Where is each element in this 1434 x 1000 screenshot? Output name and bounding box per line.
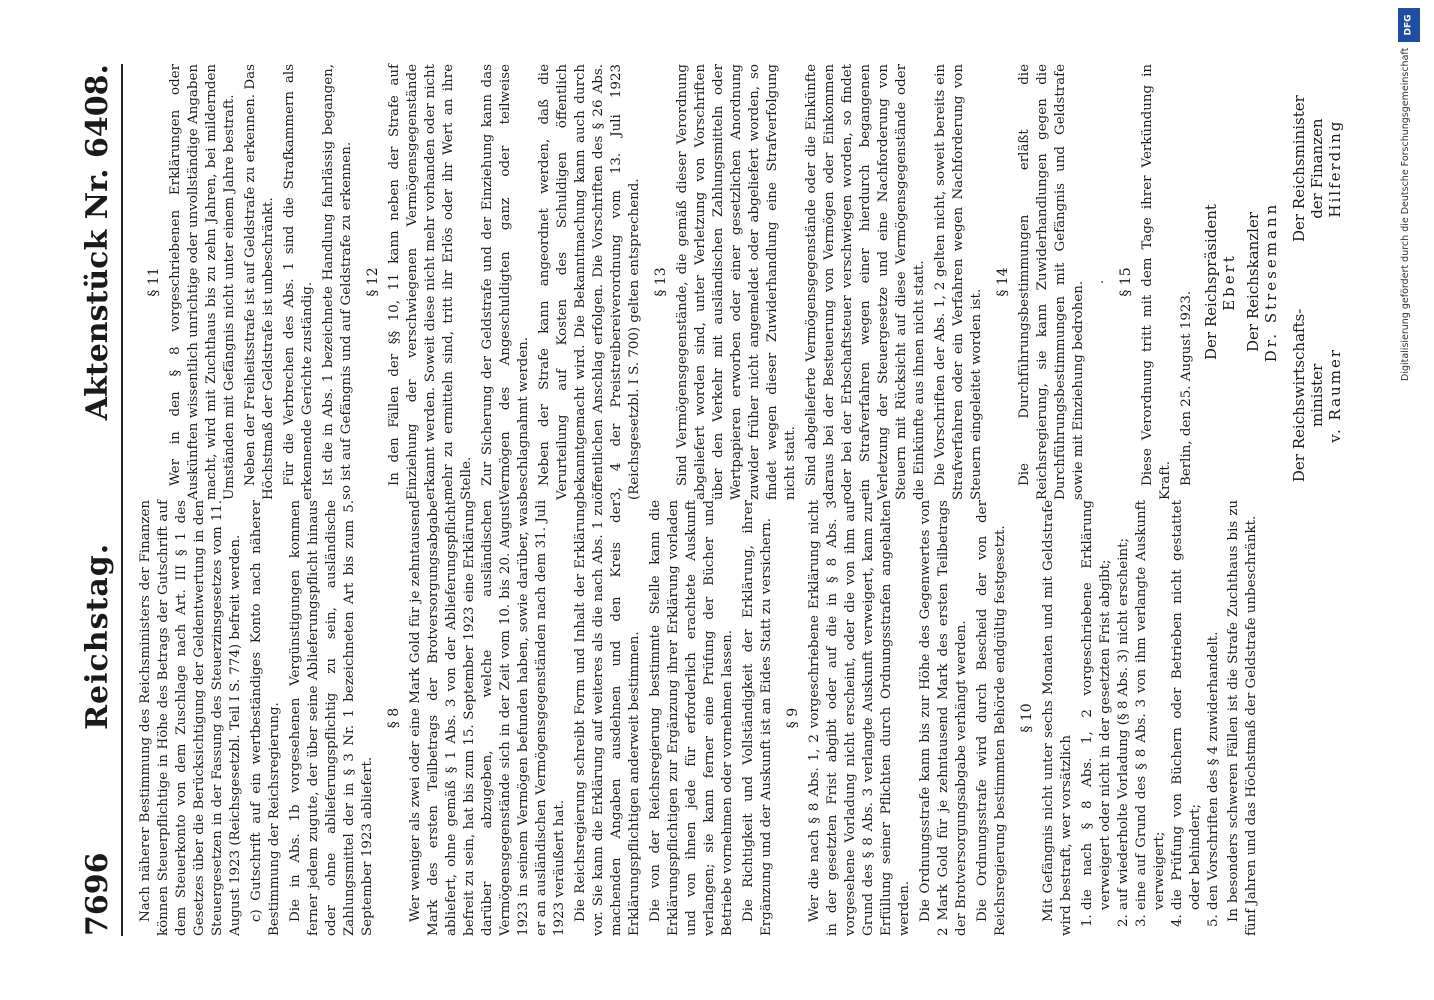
section-heading: § 15: [1118, 267, 1134, 297]
paragraph: Wer in den § 8 vorgeschriebenen Erklärungen oder Auskünften wissentlich unrichtige oder unvollständige Angaben macht, wird mit Zuchthaus bis zu zehn Jahren, bei mildernden Umständen mit Gefängnis nicht unter einem Jahre bestraft.: [168, 64, 237, 500]
separator-dot: .: [1092, 279, 1107, 285]
signature-ministers: [1290, 64, 1344, 500]
paragraph: Sind Vermögensgegenstände, die gemäß dieser Verordnung abgeliefert worden sind, unter Verletzung von Vorschriften über den Verkehr mit ausländischen Zahlungsmitteln oder Wertpapieren erworben oder einer gesetzlichen Anordnung zuwider früher nicht angemeldet oder abgeliefert worden, so findet wegen dieser Zuwiderhandlung eine Strafverfolgung nicht statt.: [675, 64, 798, 500]
text-columns: [137, 64, 1344, 936]
paragraph: c) Gutschrift auf ein wertbeständiges Konto nach näherer Bestimmung der Reichsregierung.: [249, 500, 282, 936]
list-item: 1. die nach § 8 Abs. 1, 2 vorgeschriebene Erklärung verweigert oder nicht in der gesetzten Frist abgibt;: [1079, 500, 1115, 910]
paragraph: Die Durchführungsbestimmungen erläßt die Reichsregierung, sie kann Zuwiderhandlungen gegen die Durchführungsbestimmungen mit Gefängnis und Geldstrafe sowie mit Einziehung bedrohen.: [1017, 64, 1086, 500]
document-number: Aktenstück Nr. 6408.: [80, 64, 115, 421]
signature-name: v. Raumer: [1326, 348, 1344, 443]
signature-finance-minister: [1290, 64, 1344, 273]
page-title: Reichstag.: [80, 542, 115, 730]
paragraph: Wer die nach § 8 Abs. 1, 2 vorgeschriebene Erklärung nicht in der gesetzten Frist abgibt oder auf die in § 8 Abs. 3 vorgesehene Vorladung nicht erscheint, oder die von ihm auf Grund des § 8 Abs. 3 verlangte Auskunft verweigert, kann zur Erfüllung seiner Pflichten durch Ordnungsstrafen angehalten werden.: [807, 500, 912, 936]
paragraph: Neben der Strafe kann angeordnet werden, daß die Verurteilung auf Kosten des Schuldigen öffentlich bekanntgemacht wird. Die Bekanntmachung kann auch durch öffentlichen Anschlag erfolgen. Die Vorschriften des § 26 Abs. 3, 4 der Preistreibereiverordnung vom 13. Juli 1923 (Reichsgesetzbl. I S. 700) gelten entsprechend.: [537, 64, 642, 500]
paragraph: Diese Verordnung tritt mit dem Tage ihrer Verkündung in Kraft.: [1140, 64, 1173, 500]
signature-name: Ebert: [1220, 253, 1238, 311]
signature-title: Der Reichspräsident: [1202, 204, 1220, 360]
signature-title: minister: [1308, 363, 1326, 427]
dfg-logo: DFG: [1398, 8, 1420, 42]
section-heading: § 14: [995, 267, 1011, 297]
paragraph: Nach näherer Bestimmung des Reichsministers der Finanzen können Steuerpflichtige in Höhe des Betrags der Gutschrift auf dem Steuerkonto von dem Zuschlage nach Art. III § 1 des Gesetzes über die Berücksichtigung der Geldentwertung in den Steuergesetzen in der Fassung des Steuerzinsgesetzes vom 11. August 1923 (Reichsgesetzbl. Teil I S. 774) befreit werden.: [138, 500, 243, 936]
paragraph: Die Richtigkeit und Vollständigkeit der Erklärung, ihrer Ergänzung und der Auskunft ist an Eides Statt zu versichern.: [741, 500, 774, 936]
paragraph: Die in Abs. 1b vorgesehenen Vergünstigungen kommen ferner jedem zugute, der über seine Ablieferungspflicht hinaus oder ohne ablieferungspflichtig zu sein, ausländische Zahlungsmittel der in § 3 Nr. 1 bezeichneten Art bis zum 5. September 1923 abliefert.: [288, 500, 375, 936]
section-heading: § 12: [365, 267, 381, 297]
right-column: [137, 64, 1344, 500]
dateline: Berlin, den 25. August 1923.: [1179, 290, 1194, 486]
list-item: 3. eine auf Grund des § 8 Abs. 3 von ihm verlangte Auskunft verweigert;: [1133, 500, 1169, 910]
paragraph: Für die Verbrechen des Abs. 1 sind die Strafkammern als erkennende Gerichte zuständig.: [282, 64, 315, 500]
list-item: 5. den Vorschriften des § 4 zuwiderhandelt.: [1205, 500, 1223, 910]
paragraph: Sind abgelieferte Vermögensgegenstände oder die Einkünfte daraus bei der Besteuerung von Vermögen oder Einkommen oder bei der Erbschaftsteuer verschwiegen worden, so findet ein Strafverfahren wegen einer hierdurch begangenen Verletzung der Steuergesetze und eine Nachforderung von Steuern mit Rücksicht auf diese Vermögensgegenstände oder die Einkünfte aus ihnen nicht statt.: [804, 64, 927, 500]
signature-title: Der Reichswirtschafts-: [1290, 308, 1308, 483]
signature-title: Der Reichsminister: [1290, 95, 1308, 243]
digitization-credit: [1392, 8, 1426, 992]
paragraph: In den Fällen der §§ 10, 11 kann neben der Strafe auf Einziehung der verschwiegenen Vermögensgegenstände erkannt werden. Soweit diese nicht mehr vorhanden oder nicht mehr zu ermitteln sind, tritt ihr Erlös oder ihr Wert an ihre Stelle.: [387, 64, 474, 500]
section-heading: § 10: [1019, 703, 1035, 733]
page-number: 7696: [80, 852, 115, 936]
paragraph: Zur Sicherung der Geldstrafe und der Einziehung kann das Vermögen des Angeschuldigten ganz oder teilweise beschlagnahmt werden.: [480, 64, 531, 500]
section-heading: § 9: [785, 707, 801, 729]
section-heading: § 11: [146, 267, 162, 297]
section-heading: § 13: [653, 267, 669, 297]
signature-name: Dr. Stresemann: [1262, 201, 1280, 363]
left-column: [137, 500, 1344, 936]
paragraph: Die Reichsregierung schreibt Form und Inhalt der Erklärung vor. Sie kann die Erklärung auf weiteres als die nach Abs. 1 zu machenden Angaben ausdehnen und den Kreis der Erklärungspflichtigen anderweit bestimmen.: [573, 500, 642, 936]
signature-president: [1202, 64, 1238, 500]
signature-title: Der Reichskanzler: [1244, 212, 1262, 353]
signature-economics-minister: [1290, 291, 1344, 500]
signature-chancellor: [1244, 64, 1280, 500]
paragraph: Die Vorschriften der Abs. 1, 2 gelten nicht, soweit bereits ein Strafverfahren oder ein Verfahren wegen Nachforderung von Steuern eingeleitet worden ist.: [933, 64, 984, 500]
list-item: 2. auf wiederholte Vorladung (§ 8 Abs. 3) nicht erscheint;: [1115, 500, 1133, 910]
paragraph: Die Ordnungsstrafe wird durch Bescheid der von der Reichsregierung bestimmten Behörde endgültig festgesetzt.: [975, 500, 1008, 936]
credit-text: Digitalisierung gefördert durch die Deutsche Forschungsgemeinschaft: [1400, 48, 1411, 382]
paragraph: Die von der Reichsregierung bestimmte Stelle kann die Erklärungspflichtigen zur Ergänzung ihrer Erklärung vorladen und von ihnen jede für erforderlich erachtete Auskunft verlangen; sie kann ferner eine Prüfung der Bücher und Betriebe vornehmen oder vornehmen lassen.: [648, 500, 735, 936]
document-page: [52, 30, 1382, 970]
paragraph: Neben der Freiheitsstrafe ist auf Geldstrafe zu erkennen. Das Höchstmaß der Geldstrafe ist unbeschränkt.: [243, 64, 276, 500]
signature-title: der Finanzen: [1308, 118, 1326, 219]
page-header: [80, 64, 123, 936]
list-item: 4. die Prüfung von Büchern oder Betrieben nicht gestattet oder behindert;: [1169, 500, 1205, 910]
paragraph: In besonders schweren Fällen ist die Strafe Zuchthaus bis zu fünf Jahren und das Höchstmaß der Geldstrafe unbeschränkt.: [1226, 500, 1259, 936]
signature-name: Hilferding: [1326, 119, 1344, 218]
offense-list: [1079, 500, 1223, 936]
paragraph: Mit Gefängnis nicht unter sechs Monaten und mit Geldstrafe wird bestraft, wer vorsätzlich: [1041, 500, 1074, 936]
paragraph: Die Ordnungsstrafe kann bis zur Höhe des Gegenwertes von 2 Mark Gold für je zehntausend Mark des ersten Teilbetrags der Brotversorgungsabgabe verhängt werden.: [918, 500, 969, 936]
paragraph: Ist die in Abs. 1 bezeichnete Handlung fahrlässig begangen, so ist auf Gefängnis und auf Geldstrafe zu erkennen.: [321, 64, 354, 500]
section-heading: § 8: [386, 707, 402, 729]
paragraph: Wer weniger als zwei oder eine Mark Gold für je zehntausend Mark des ersten Teilbetrags der Brotversorgungsabgabe abliefert, ohne gemäß § 1 Abs. 3 von der Ablieferungspflicht befreit zu sein, hat bis zum 15. September 1923 eine Erklärung darüber abzugeben, welche ausländischen Vermögensgegenstände sich in der Zeit vom 10. bis 20. August 1923 in seinem Vermögen befunden haben, sowie darüber, was er an ausländischen Vermögensgegenständen nach dem 31. Juli 1923 veräußert hat.: [408, 500, 567, 936]
